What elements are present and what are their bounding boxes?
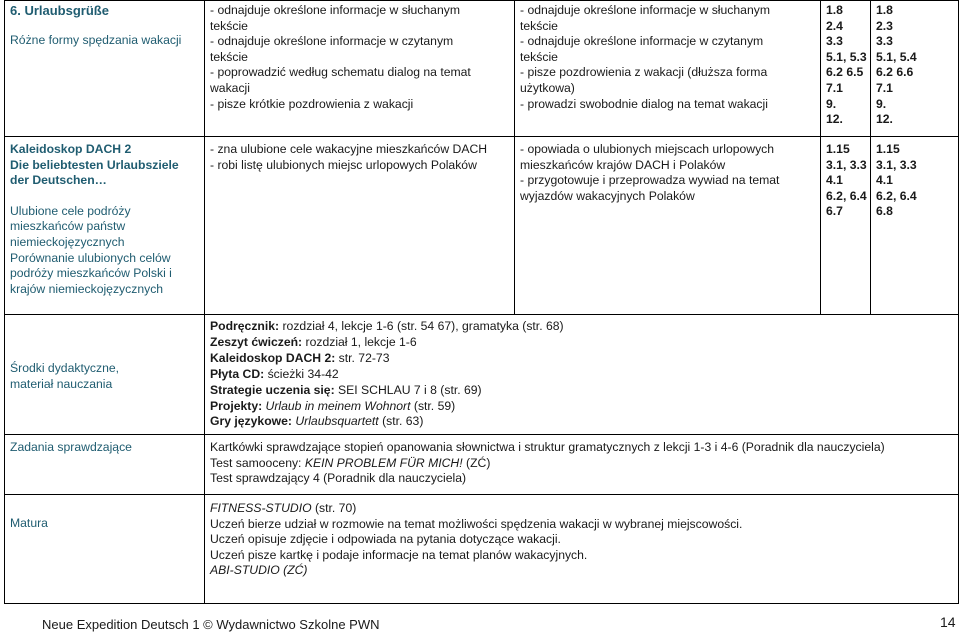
ref-line: 1.8 bbox=[826, 3, 843, 17]
row1-curriculum-refs-extended bbox=[876, 3, 917, 128]
unit-subtitle: Różne formy spędzania wakacji bbox=[10, 32, 182, 47]
kaleido-title-line: Kaleidoskop DACH 2 bbox=[10, 142, 132, 156]
assessment-line bbox=[210, 456, 885, 472]
ref-line: 6.2 6.6 bbox=[876, 65, 914, 80]
ref-line: 3.1, 3.3 bbox=[876, 157, 917, 172]
grid-line bbox=[958, 0, 959, 604]
req-line: - prowadzi swobodnie dialog na temat wakacji bbox=[520, 96, 768, 111]
materials-value: (str. 59) bbox=[410, 398, 456, 413]
materials-label: Projekty: bbox=[210, 398, 263, 413]
srodki-label bbox=[10, 361, 202, 392]
ref-line: 1.15 bbox=[876, 142, 900, 156]
ref-line: 3.3 bbox=[826, 34, 843, 49]
materials-value: SEI SCHLAU 7 i 8 (str. 69) bbox=[334, 382, 482, 397]
req-line: - pisze pozdrowienia z wakacji (dłuższa forma bbox=[520, 65, 768, 80]
materials-line bbox=[210, 335, 564, 351]
unit-header bbox=[10, 3, 200, 48]
row2-extended-requirements bbox=[520, 142, 779, 204]
ref-line: 4.1 bbox=[876, 173, 893, 188]
ref-line: 7.1 bbox=[826, 80, 843, 95]
matura-label bbox=[10, 516, 48, 532]
req-line: - przygotowuje i przeprowadza wywiad na temat bbox=[520, 173, 780, 188]
zadania-label-text: Zadania sprawdzające bbox=[10, 440, 132, 454]
assessment-text: Test samooceny: bbox=[210, 455, 305, 470]
grid-line bbox=[4, 136, 959, 137]
materials-label: Kaleidoskop DACH 2: bbox=[210, 350, 336, 365]
grid-line bbox=[4, 0, 5, 604]
ref-line: 12. bbox=[826, 112, 843, 127]
ref-line: 2.3 bbox=[876, 18, 893, 33]
ref-line: 9. bbox=[876, 96, 887, 111]
footer-text: Neue Expedition Deutsch 1 © Wydawnictwo Szkolne PWN bbox=[42, 617, 380, 632]
materials-line bbox=[210, 399, 564, 415]
ref-line: 3.1, 3.3 bbox=[826, 157, 867, 172]
assessment-list bbox=[210, 440, 885, 487]
req-line: - robi listę ulubionych miejsc urlopowych Polaków bbox=[210, 157, 477, 172]
matura-text: (str. 70) bbox=[311, 501, 357, 515]
req-line: mieszkańców krajów DACH i Polaków bbox=[520, 157, 726, 172]
ref-line: 4.1 bbox=[826, 173, 843, 188]
req-line: tekście bbox=[210, 18, 248, 33]
row2-basic-requirements bbox=[210, 142, 487, 173]
grid-line bbox=[4, 603, 959, 604]
row2-curriculum-refs-extended bbox=[876, 142, 917, 220]
materials-line bbox=[210, 367, 564, 383]
req-line: - odnajduje określone informacje w słuchanym bbox=[210, 3, 460, 17]
ref-line: 2.4 bbox=[826, 18, 843, 33]
grid-line bbox=[870, 0, 871, 314]
materials-label: Strategie uczenia się: bbox=[210, 382, 335, 397]
row1-basic-requirements bbox=[210, 3, 471, 112]
kaleido-desc-line: Porównanie ulubionych celów bbox=[10, 250, 171, 265]
ref-line: 5.1, 5.4 bbox=[876, 49, 917, 64]
req-line: - odnajduje określone informacje w czytanym bbox=[210, 34, 454, 49]
req-line: - odnajduje określone informacje w słuchanym bbox=[520, 3, 770, 17]
materials-value: rozdział 1, lekcje 1-6 bbox=[302, 334, 417, 349]
kaleidoskop-block bbox=[10, 142, 202, 297]
req-line: - pisze krótkie pozdrowienia z wakacji bbox=[210, 96, 414, 111]
assessment-line: Test sprawdzający 4 (Poradnik dla nauczyciela) bbox=[210, 471, 467, 486]
ref-line: 1.15 bbox=[826, 142, 850, 156]
req-line: - zna ulubione cele wakacyjne mieszkańców DACH bbox=[210, 142, 488, 156]
materials-label: Płyta CD: bbox=[210, 366, 265, 381]
srodki-line: materiał nauczania bbox=[10, 376, 113, 391]
materials-value: (str. 63) bbox=[378, 414, 424, 429]
assessment-text: (ZĆ) bbox=[462, 455, 491, 470]
materials-list bbox=[210, 319, 564, 430]
materials-label: Podręcznik: bbox=[210, 319, 280, 333]
materials-line bbox=[210, 319, 564, 335]
req-line: - poprowadzić według schematu dialog na temat bbox=[210, 65, 471, 80]
page-number: 14 bbox=[940, 614, 956, 630]
matura-line: Uczeń opisuje zdjęcie i odpowiada na pytania dotyczące wakacji. bbox=[210, 532, 561, 547]
kaleido-desc-line: mieszkańców państw bbox=[10, 219, 126, 234]
assessment-line: Kartkówki sprawdzające stopień opanowania słownictwa i struktur gramatycznych z lekcji 1-3 i 4-6 (Poradnik dla nauczyciela) bbox=[210, 440, 885, 454]
grid-line bbox=[514, 0, 515, 314]
materials-value: Urlaub in meinem Wohnort bbox=[262, 398, 411, 413]
req-line: - opowiada o ulubionych miejscach urlopowych bbox=[520, 142, 775, 156]
materials-line bbox=[210, 414, 564, 430]
req-line: tekście bbox=[210, 49, 248, 64]
grid-line bbox=[4, 0, 959, 1]
ref-line: 3.3 bbox=[876, 34, 893, 49]
materials-line bbox=[210, 351, 564, 367]
matura-line bbox=[210, 501, 742, 517]
grid-line bbox=[204, 0, 205, 604]
req-line: tekście bbox=[520, 18, 558, 33]
materials-value: str. 72-73 bbox=[335, 350, 390, 365]
grid-line bbox=[820, 0, 821, 314]
kaleido-desc-line: podróży mieszkańców Polski i bbox=[10, 266, 172, 281]
req-line: - odnajduje określone informacje w czytanym bbox=[520, 34, 764, 49]
materials-value: Urlaubsquartett bbox=[291, 414, 379, 429]
ref-line: 6.2 6.5 bbox=[826, 65, 864, 80]
grid-line bbox=[4, 494, 959, 495]
req-line: użytkowa) bbox=[520, 80, 575, 95]
kaleido-desc-line: Ulubione cele podróży bbox=[10, 203, 131, 218]
req-line: wyjazdów wakacyjnych Polaków bbox=[520, 188, 695, 203]
ref-line: 12. bbox=[876, 112, 893, 127]
req-line: tekście bbox=[520, 49, 558, 64]
ref-line: 6.7 bbox=[826, 204, 843, 219]
ref-line: 6.2, 6.4 bbox=[876, 188, 917, 203]
materials-line bbox=[210, 383, 564, 399]
ref-line: 6.8 bbox=[876, 204, 893, 219]
kaleido-title-line: der Deutschen… bbox=[10, 173, 107, 188]
zadania-label bbox=[10, 440, 132, 456]
grid-line bbox=[4, 314, 959, 315]
ref-line: 7.1 bbox=[876, 80, 893, 95]
matura-line: Uczeń pisze kartkę i podaje informacje na temat planów wakacyjnych. bbox=[210, 547, 588, 562]
ref-line: 1.8 bbox=[876, 3, 893, 17]
matura-line: Uczeń bierze udział w rozmowie na temat możliwości spędzenia wakacji w wybranej miejscowości. bbox=[210, 516, 743, 531]
kaleido-desc-line: krajów niemieckojęzycznych bbox=[10, 281, 164, 296]
materials-value: rozdział 4, lekcje 1-6 (str. 54 67), gramatyka (str. 68) bbox=[279, 319, 564, 333]
row1-curriculum-refs-basic bbox=[826, 3, 867, 128]
materials-label: Gry językowe: bbox=[210, 414, 292, 429]
matura-label-text: Matura bbox=[10, 516, 48, 530]
row1-extended-requirements bbox=[520, 3, 770, 112]
materials-value: ścieżki 34-42 bbox=[264, 366, 339, 381]
matura-text: FITNESS-STUDIO bbox=[210, 501, 312, 515]
ref-line: 9. bbox=[826, 96, 837, 111]
matura-list bbox=[210, 501, 742, 579]
ref-line: 5.1, 5.3 bbox=[826, 49, 867, 64]
kaleido-desc-line: niemieckojęzycznych bbox=[10, 234, 125, 249]
kaleido-title-line: Die beliebtesten Urlaubsziele bbox=[10, 157, 179, 172]
grid-line bbox=[4, 434, 959, 435]
unit-title: 6. Urlaubsgrüße bbox=[10, 3, 109, 18]
materials-label: Zeszyt ćwiczeń: bbox=[210, 334, 303, 349]
srodki-line: Środki dydaktyczne, bbox=[10, 361, 120, 375]
row2-curriculum-refs-basic bbox=[826, 142, 867, 220]
assessment-text: KEIN PROBLEM FÜR MICH! bbox=[304, 455, 463, 470]
req-line: wakacji bbox=[210, 80, 250, 95]
matura-line: ABI-STUDIO (ZĆ) bbox=[210, 563, 308, 578]
ref-line: 6.2, 6.4 bbox=[826, 188, 867, 203]
